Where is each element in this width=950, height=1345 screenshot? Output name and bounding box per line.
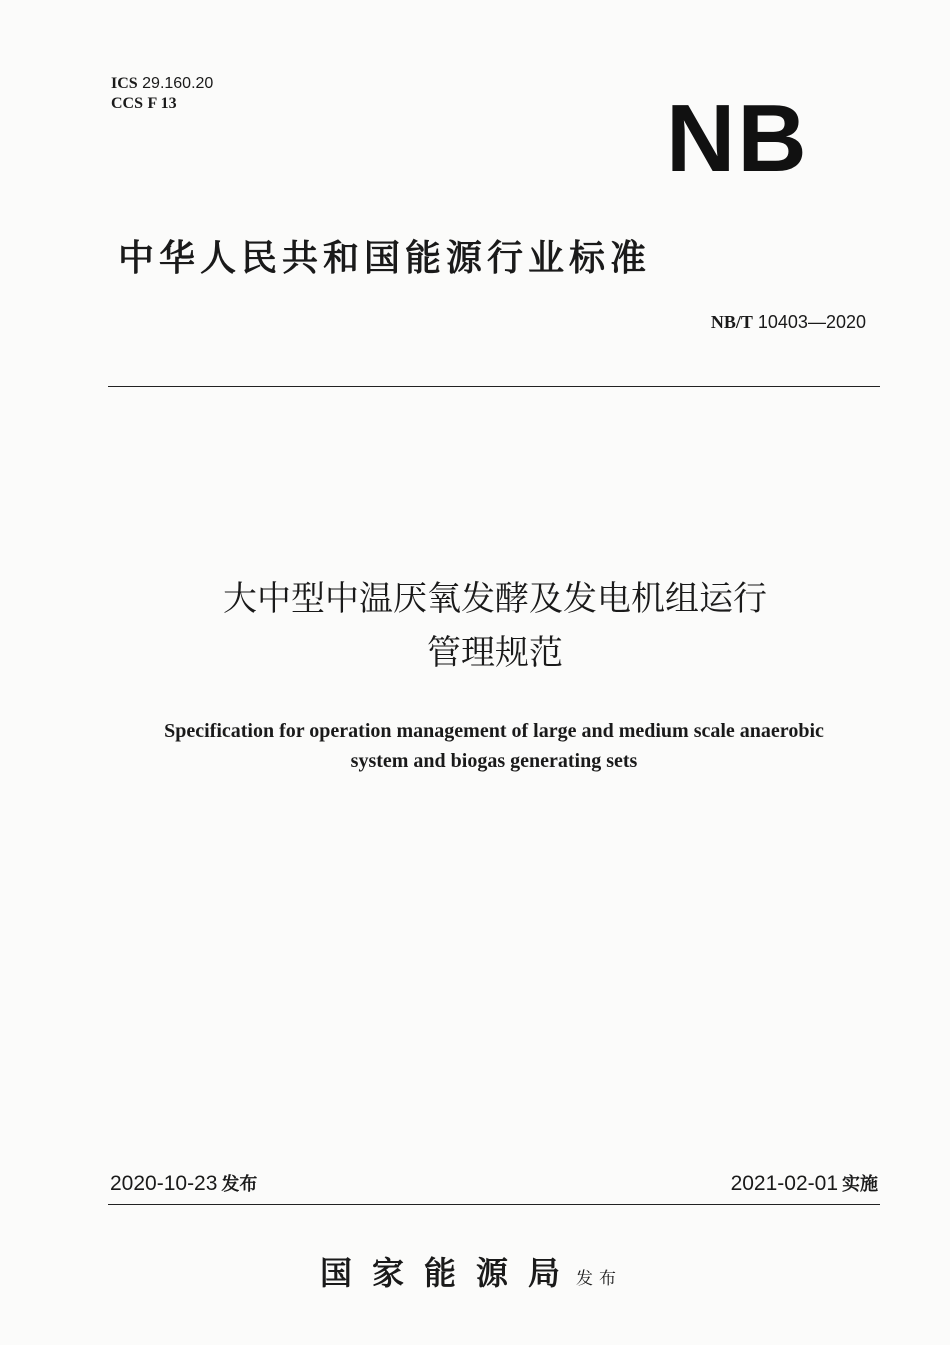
ccs-value: F 13 [147, 95, 177, 112]
issuer-suffix: 发布 [576, 1269, 623, 1289]
issuer [320, 1248, 622, 1294]
nb-logo: NB [666, 85, 809, 192]
standard-number-prefix: NB/T [710, 312, 753, 332]
classification-codes [111, 74, 213, 114]
implementation-date-value: 2021-02-01 [730, 1172, 838, 1195]
standard-category-title: 中华人民共和国能源行业标准 [118, 238, 652, 279]
ccs-label: CCS [111, 95, 144, 112]
implementation-date [731, 1170, 878, 1196]
issue-date-value: 2020-10-23 [110, 1172, 218, 1195]
issuer-name: 国家能源局 [320, 1254, 581, 1292]
english-title [60, 716, 928, 776]
ccs-code [111, 94, 213, 114]
chinese-title-line-1: 大中型中温厌氧发酵及发电机组运行 [223, 579, 767, 619]
ics-value: 29.160.20 [142, 75, 214, 92]
english-title-line-1: Specification for operation management of large and medium scale anaerobic [164, 720, 824, 742]
english-title-line-2: system and biogas generating sets [350, 750, 638, 772]
bottom-divider [108, 1204, 880, 1205]
chinese-title [0, 572, 950, 680]
top-divider [108, 386, 880, 387]
chinese-title-line-2: 管理规范 [427, 633, 563, 673]
issue-date-suffix: 发布 [221, 1174, 258, 1195]
standard-number-value: 10403—2020 [757, 312, 866, 332]
ics-code [111, 74, 213, 94]
standard-number [711, 312, 866, 333]
ics-label: ICS [111, 75, 138, 92]
implementation-date-suffix: 实施 [842, 1174, 878, 1195]
issue-date [110, 1170, 257, 1196]
